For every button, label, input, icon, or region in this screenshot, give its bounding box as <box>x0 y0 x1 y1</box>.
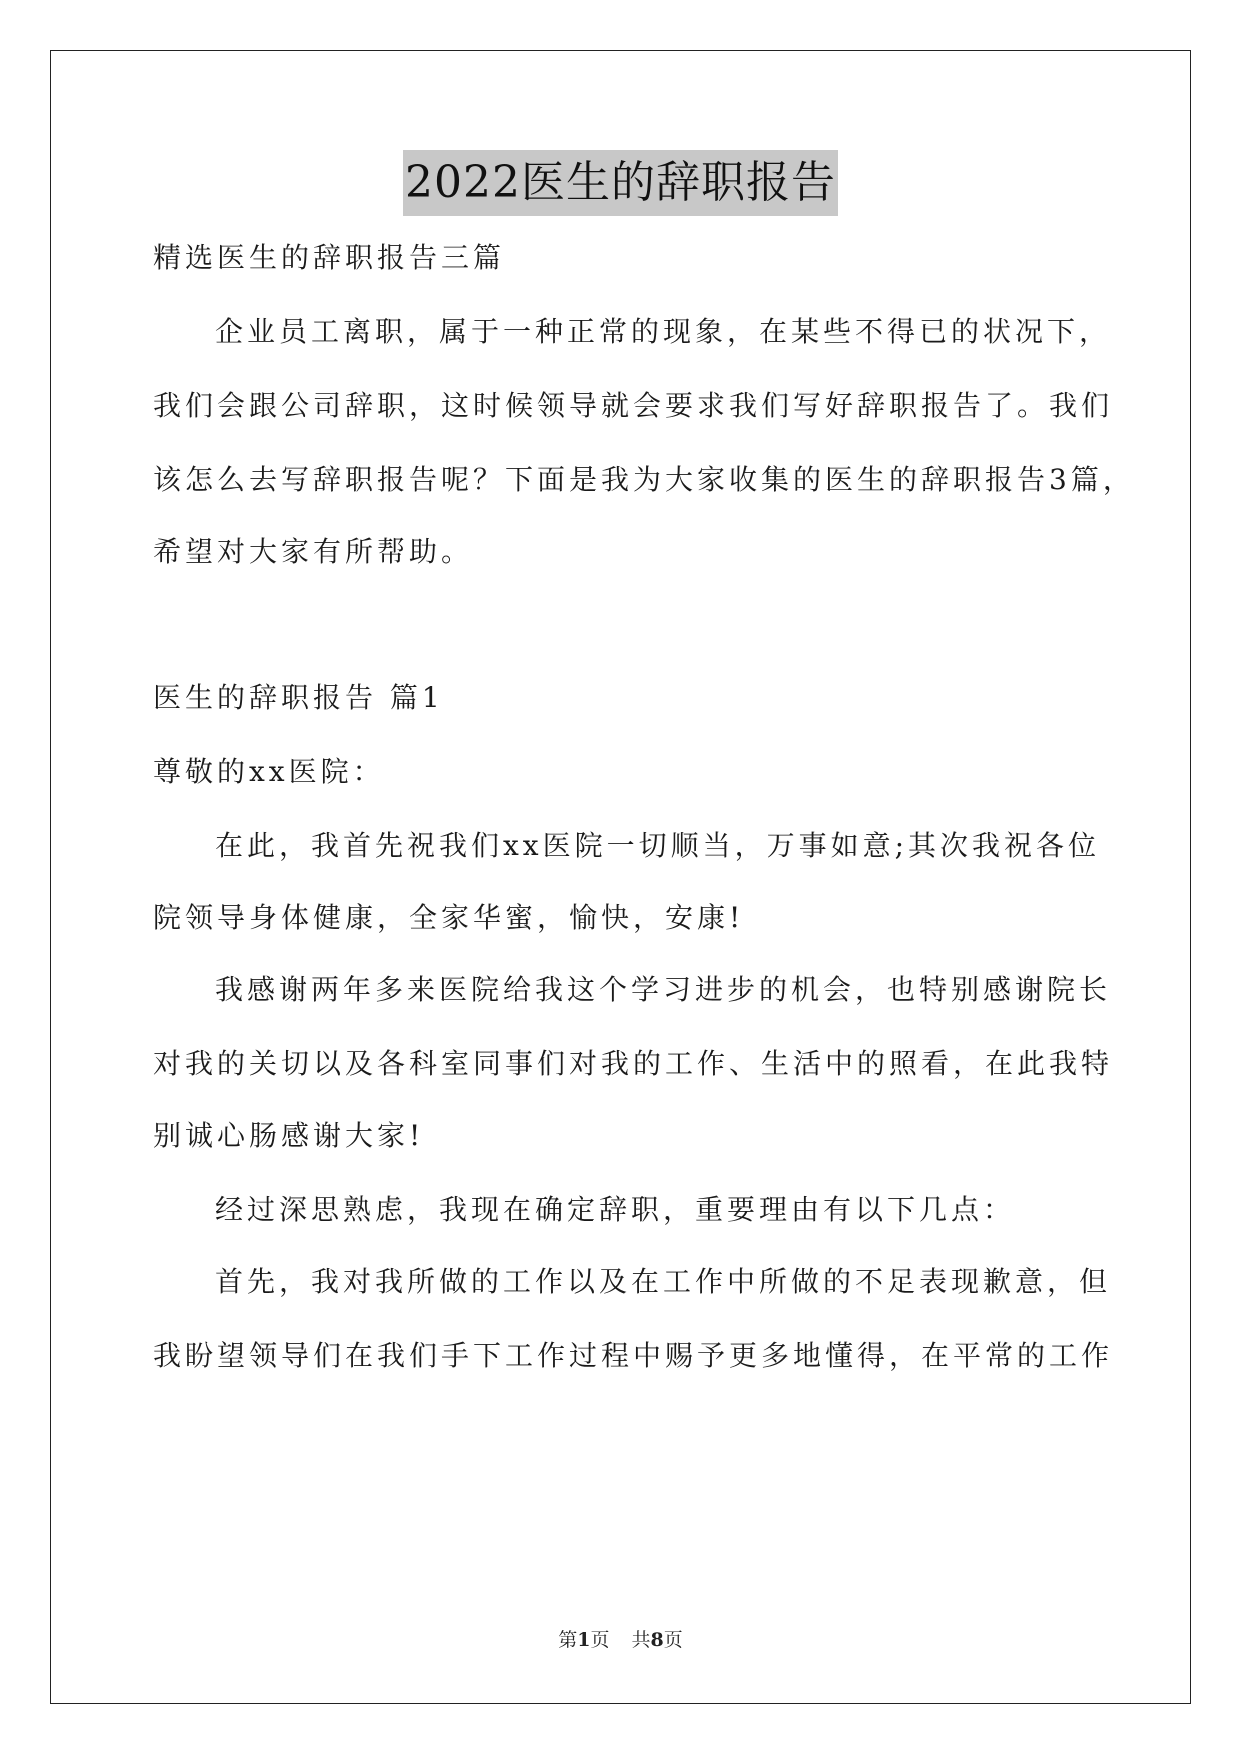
footer-page-total: 8 <box>650 1629 664 1651</box>
page-border <box>50 50 1191 1704</box>
title-wrap <box>0 150 1241 216</box>
paragraph-line: 我们会跟公司辞职，这时候领导就会要求我们写好辞职报告了。我们 <box>153 389 1114 422</box>
paragraph-line: 我感谢两年多来医院给我这个学习进步的机会，也特别感谢院长 <box>215 973 1112 1006</box>
paragraph-line: 希望对大家有所帮助。 <box>153 535 474 568</box>
footer-page-current: 1 <box>577 1629 591 1651</box>
footer-total-prefix: 共 <box>631 1629 651 1651</box>
page-footer <box>0 1626 1241 1654</box>
paragraph-line: 别诚心肠感谢大家! <box>153 1119 425 1152</box>
paragraph-line: 经过深思熟虑，我现在确定辞职，重要理由有以下几点： <box>215 1193 1016 1226</box>
paragraph-line: 在此，我首先祝我们xx医院一切顺当，万事如意;其次我祝各位 <box>215 829 1101 862</box>
document-title: 2022医生的辞职报告 <box>403 150 838 216</box>
paragraph-line: 院领导身体健康，全家华蜜，愉快，安康! <box>153 901 745 934</box>
footer-page-prefix: 第 <box>558 1629 578 1651</box>
paragraph-line: 首先，我对我所做的工作以及在工作中所做的不足表现歉意，但 <box>215 1265 1112 1298</box>
section-heading: 医生的辞职报告 篇1 <box>153 681 444 714</box>
footer-total-suffix: 页 <box>663 1629 683 1651</box>
paragraph-line: 该怎么去写辞职报告呢？下面是我为大家收集的医生的辞职报告3篇， <box>153 463 1135 496</box>
salutation: 尊敬的xx医院： <box>153 755 385 788</box>
paragraph-line: 企业员工离职，属于一种正常的现象，在某些不得已的状况下， <box>215 315 1112 348</box>
paragraph-line: 对我的关切以及各科室同事们对我的工作、生活中的照看，在此我特 <box>153 1047 1114 1080</box>
paragraph-line: 我盼望领导们在我们手下工作过程中赐予更多地懂得，在平常的工作 <box>153 1339 1114 1372</box>
footer-page-mid: 页 <box>590 1629 610 1651</box>
subtitle: 精选医生的辞职报告三篇 <box>153 241 506 274</box>
